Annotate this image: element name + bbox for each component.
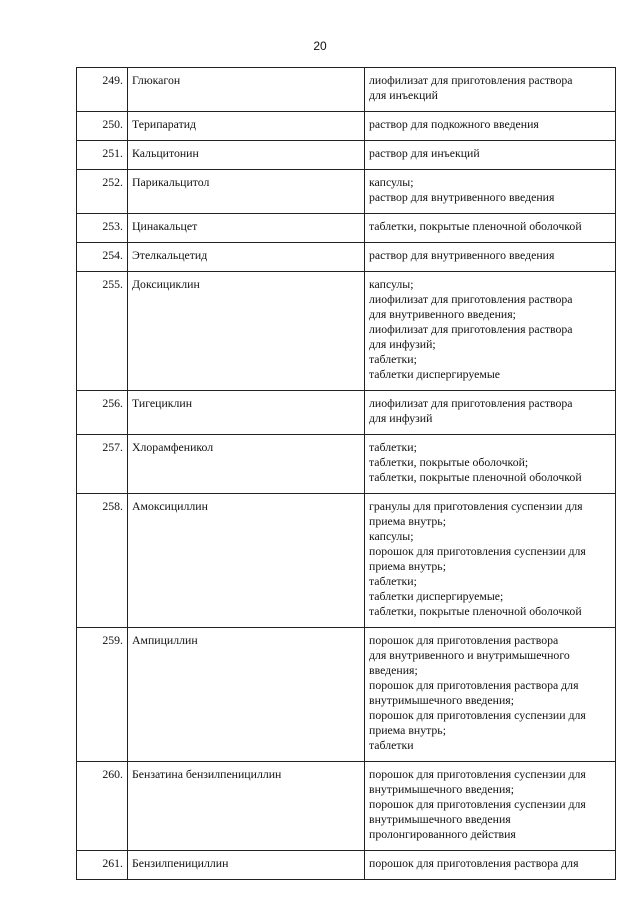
dosage-form-line: для инфузий; xyxy=(369,337,436,351)
dosage-form-line: лиофилизат для приготовления раствора xyxy=(369,73,573,87)
dosage-form-line: таблетки диспергируемые xyxy=(369,367,501,381)
dosage-form-line: приема внутрь; xyxy=(369,723,446,737)
dosage-form-line: раствор для внутривенного введения xyxy=(369,190,555,204)
dosage-forms xyxy=(365,628,616,762)
drug-name: Цинакальцет xyxy=(128,214,365,243)
table-row xyxy=(77,214,616,243)
dosage-form-line: порошок для приготовления суспензии для xyxy=(369,797,586,811)
table-row xyxy=(77,68,616,112)
drug-name: Бензилпенициллин xyxy=(128,851,365,880)
table-row xyxy=(77,170,616,214)
row-number: 251. xyxy=(77,141,128,170)
row-number: 249. xyxy=(77,68,128,112)
drug-name: Тигециклин xyxy=(128,391,365,435)
dosage-form-line: таблетки диспергируемые; xyxy=(369,589,504,603)
row-number: 256. xyxy=(77,391,128,435)
dosage-form-line: лиофилизат для приготовления раствора xyxy=(369,396,573,410)
dosage-form-line: таблетки; xyxy=(369,440,417,454)
dosage-form-line: порошок для приготовления суспензии для xyxy=(369,767,586,781)
drug-name: Глюкагон xyxy=(128,68,365,112)
dosage-form-line: порошок для приготовления раствора для xyxy=(369,856,579,870)
drug-name: Бензатина бензилпенициллин xyxy=(128,762,365,851)
dosage-form-line: таблетки, покрытые пленочной оболочкой xyxy=(369,470,582,484)
row-number: 260. xyxy=(77,762,128,851)
dosage-form-line: капсулы; xyxy=(369,277,414,291)
dosage-form-line: внутримышечного введения; xyxy=(369,693,514,707)
drug-name: Амоксициллин xyxy=(128,494,365,628)
drug-name: Доксициклин xyxy=(128,272,365,391)
table-row xyxy=(77,628,616,762)
row-number: 255. xyxy=(77,272,128,391)
dosage-form-line: капсулы; xyxy=(369,529,414,543)
dosage-form-line: капсулы; xyxy=(369,175,414,189)
drug-name: Кальцитонин xyxy=(128,141,365,170)
dosage-form-line: таблетки; xyxy=(369,352,417,366)
dosage-form-line: таблетки, покрытые пленочной оболочкой xyxy=(369,219,582,233)
table-row xyxy=(77,851,616,880)
drug-name: Парикальцитол xyxy=(128,170,365,214)
dosage-forms xyxy=(365,214,616,243)
dosage-form-line: порошок для приготовления раствора xyxy=(369,633,559,647)
dosage-forms xyxy=(365,494,616,628)
dosage-form-line: порошок для приготовления суспензии для xyxy=(369,544,586,558)
dosage-form-line: для инъекций xyxy=(369,88,438,102)
row-number: 258. xyxy=(77,494,128,628)
row-number: 257. xyxy=(77,435,128,494)
dosage-form-line: лиофилизат для приготовления раствора xyxy=(369,322,573,336)
table-row xyxy=(77,272,616,391)
table-row xyxy=(77,112,616,141)
dosage-form-line: внутримышечного введения xyxy=(369,812,511,826)
dosage-forms xyxy=(365,391,616,435)
dosage-form-line: лиофилизат для приготовления раствора xyxy=(369,292,573,306)
table-body xyxy=(77,68,616,880)
dosage-form-line: для внутривенного введения; xyxy=(369,307,516,321)
dosage-form-line: таблетки; xyxy=(369,574,417,588)
table-row xyxy=(77,243,616,272)
dosage-form-line: таблетки, покрытые пленочной оболочкой xyxy=(369,604,582,618)
dosage-forms xyxy=(365,68,616,112)
dosage-forms xyxy=(365,435,616,494)
table-row xyxy=(77,494,616,628)
dosage-form-line: гранулы для приготовления суспензии для xyxy=(369,499,583,513)
dosage-form-line: приема внутрь; xyxy=(369,514,446,528)
dosage-form-line: порошок для приготовления суспензии для xyxy=(369,708,586,722)
dosage-forms xyxy=(365,272,616,391)
dosage-forms xyxy=(365,141,616,170)
drug-table xyxy=(76,67,616,880)
dosage-form-line: раствор для подкожного введения xyxy=(369,117,539,131)
page-number: 20 xyxy=(313,39,327,53)
dosage-form-line: пролонгированного действия xyxy=(369,827,516,841)
row-number: 253. xyxy=(77,214,128,243)
drug-name: Ампициллин xyxy=(128,628,365,762)
dosage-form-line: для внутривенного и внутримышечного xyxy=(369,648,570,662)
table-row xyxy=(77,391,616,435)
row-number: 250. xyxy=(77,112,128,141)
table-row xyxy=(77,435,616,494)
dosage-forms xyxy=(365,762,616,851)
drug-name: Хлорамфеникол xyxy=(128,435,365,494)
dosage-forms xyxy=(365,170,616,214)
dosage-form-line: раствор для внутривенного введения xyxy=(369,248,555,262)
dosage-forms xyxy=(365,243,616,272)
table-row xyxy=(77,141,616,170)
dosage-form-line: для инфузий xyxy=(369,411,433,425)
drug-name: Этелкальцетид xyxy=(128,243,365,272)
drug-name: Терипаратид xyxy=(128,112,365,141)
dosage-forms xyxy=(365,112,616,141)
table-row xyxy=(77,762,616,851)
row-number: 261. xyxy=(77,851,128,880)
row-number: 254. xyxy=(77,243,128,272)
dosage-form-line: таблетки, покрытые оболочкой; xyxy=(369,455,529,469)
dosage-form-line: внутримышечного введения; xyxy=(369,782,514,796)
dosage-form-line: введения; xyxy=(369,663,418,677)
row-number: 259. xyxy=(77,628,128,762)
row-number: 252. xyxy=(77,170,128,214)
dosage-form-line: раствор для инъекций xyxy=(369,146,480,160)
dosage-forms xyxy=(365,851,616,880)
dosage-form-line: порошок для приготовления раствора для xyxy=(369,678,579,692)
dosage-form-line: приема внутрь; xyxy=(369,559,446,573)
dosage-form-line: таблетки xyxy=(369,738,414,752)
